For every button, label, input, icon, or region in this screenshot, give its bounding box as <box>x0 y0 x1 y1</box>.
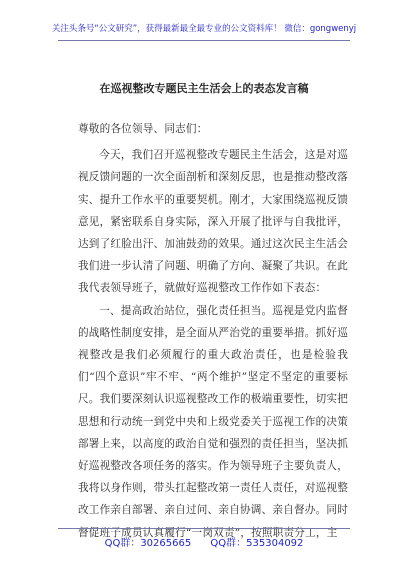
paragraph-section-one: 一、提高政治站位，强化责任担当。巡视是党内监督的战略性制度安排，是全面从严治党的重要举措。抓好巡视整改是我们必须履行的重大政治责任，也是检验我们“四个意识”牢不牢、“两个维护”坚定不坚定的重要标尺。我们要深刻认识巡视整改工作的极端重要性，切实把思想和行动统一到党中央和上级党委关于巡视工作的决策部署上来，以高度的政治自觉和强烈的责任担当，坚决抓好巡视整改各项任务的落实。作为领导班子主要负责人，我将以身作则，带头扛起整改第一责任人责任，对巡视整改工作亲自部署、亲自过问、亲自协调、亲自督办。同时督促班子成员认真履行“一岗双责”，按照职责分工，主 <box>78 304 348 539</box>
promo-banner: 关注头条号“公文研究”，获得最新最全最专业的公文资料库！ 微信：gongwenyj <box>51 24 357 34</box>
document-title: 在巡视整改专题民主生活会上的表态发言稿 <box>99 82 309 95</box>
footer-divider <box>58 528 350 529</box>
qq-group-1: QQ群：30265665 <box>104 538 192 549</box>
document-body <box>78 118 348 544</box>
qq-group-2: QQ群：535304092 <box>210 538 304 549</box>
footer-contacts <box>0 534 408 549</box>
header-divider <box>58 40 350 41</box>
paragraph-opening: 今天，我们召开巡视整改专题民主生活会，这是对巡视反馈问题的一次全面剖析和深刻反思，也是推动整改落实、提升工作水平的重要契机。刚才，大家围绕巡视反馈意见，紧密联系自身实际，深入开展了批评与自我批评，达到了红脸出汗、加油鼓劲的效果。通过这次民主生活会我们进一步认清了问题、明确了方向、凝聚了共识。在此我代表领导班子，就做好巡视整改工作作如下表态： <box>78 149 348 295</box>
greeting: 尊敬的各位领导、同志们： <box>78 123 208 135</box>
